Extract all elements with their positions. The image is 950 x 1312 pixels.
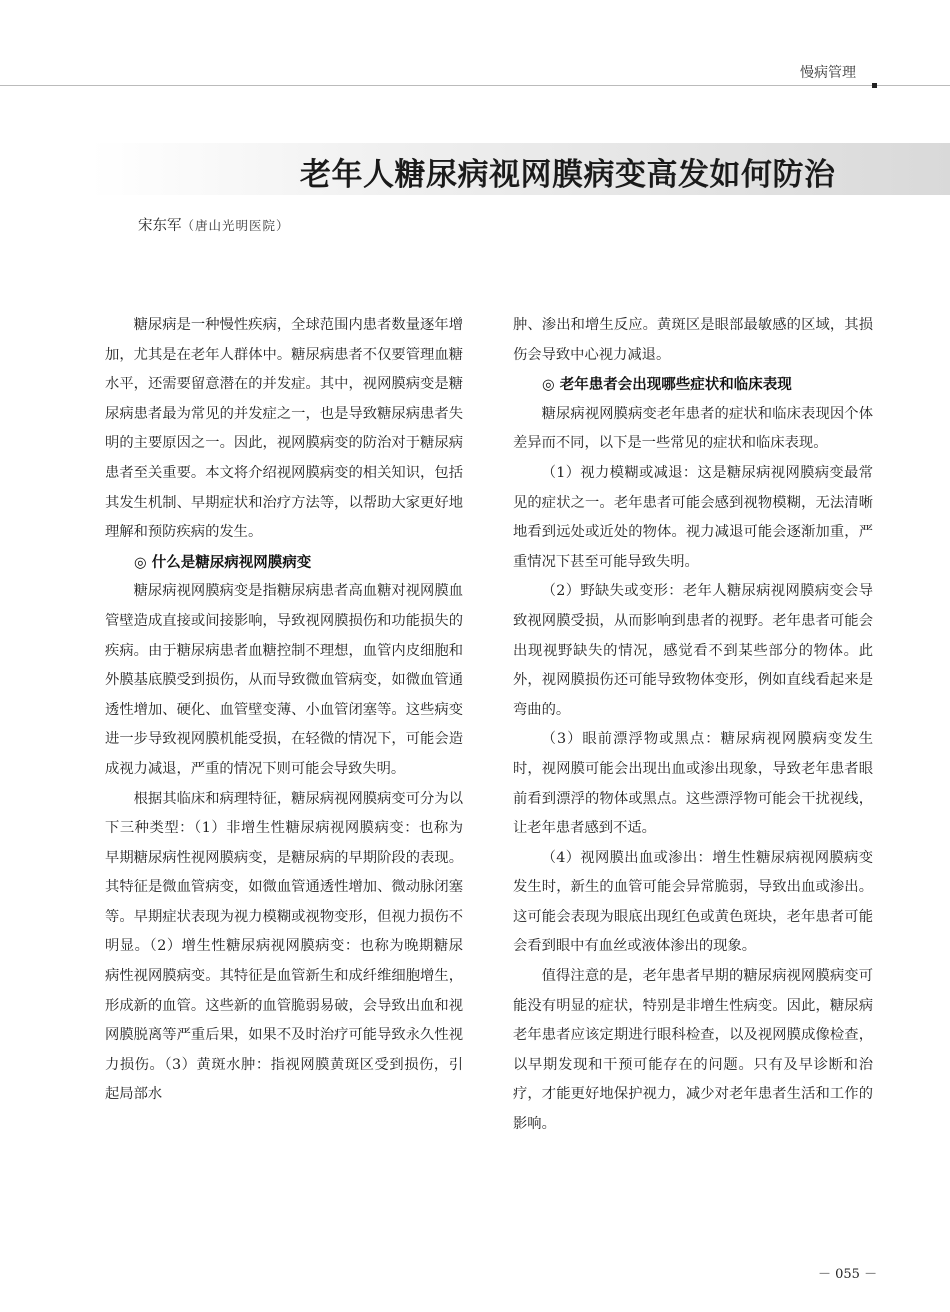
article-title: 老年人糖尿病视网膜病变高发如何防治 <box>300 157 836 193</box>
right-column <box>513 311 873 1140</box>
symptom-3-paragraph: （3）眼前漂浮物或黑点：糖尿病视网膜病变发生时，视网膜可能会出现出血或渗出现象，导致老年患者眼前看到漂浮的物体或黑点。这些漂浮物可能会干扰视线，让老年患者感到不适。 <box>513 731 873 837</box>
author-affiliation: （唐山光明医院） <box>181 218 290 233</box>
symptom-2-paragraph: （2）野缺失或变形：老年人糖尿病视网膜病变会导致视网膜受损，从而影响到患者的视野。老年患者可能会出现视野缺失的情况，感觉看不到某些部分的物体。此外，视网膜损伤还可能导致物体变形，例如直线看起来是弯曲的。 <box>513 583 873 718</box>
section-heading-definition: ◎ 什么是糖尿病视网膜病变 <box>134 553 312 571</box>
symptoms-intro-paragraph: 糖尿病视网膜病变老年患者的症状和临床表现因个体差异而不同，以下是一些常见的症状和临床表现。 <box>513 405 873 452</box>
author-name: 宋东军 <box>138 218 182 234</box>
definition-paragraph: 糖尿病视网膜病变是指糖尿病患者高血糖对视网膜血管壁造成直接或间接影响，导致视网膜损伤和功能损失的疾病。由于糖尿病患者血糖控制不理想，血管内皮细胞和外膜基底膜受到损伤，从而导致微血管病变，如微血管通透性增加、硬化、血管壁变薄、小血管闭塞等。这些病变进一步导致视网膜机能受损，在轻微的情况下，可能会造成视力减退，严重的情况下则可能会导致失明。 <box>105 583 463 777</box>
header-square-icon <box>872 83 877 88</box>
author-line <box>138 214 290 235</box>
section-label: 慢病管理 <box>800 65 856 81</box>
page-number: － 055 － <box>818 1267 878 1282</box>
continued-paragraph: 肿、渗出和增生反应。黄斑区是眼部最敏感的区域，其损伤会导致中心视力减退。 <box>513 317 873 363</box>
section-heading-symptoms: ◎ 老年患者会出现哪些症状和临床表现 <box>542 376 792 394</box>
intro-paragraph: 糖尿病是一种慢性疾病，全球范围内患者数量逐年增加，尤其是在老年人群体中。糖尿病患者不仅要管理血糖水平，还需要留意潜在的并发症。其中，视网膜病变是糖尿病患者最为常见的并发症之一，也是导致糖尿病患者失明的主要原因之一。因此，视网膜病变的防治对于糖尿病患者至关重要。本文将介绍视网膜病变的相关知识，包括其发生机制、早期症状和治疗方法等，以帮助大家更好地理解和预防疾病的发生。 <box>105 317 463 541</box>
types-paragraph: 根据其临床和病理特征，糖尿病视网膜病变可分为以下三种类型：（1）非增生性糖尿病视网膜病变：也称为早期糖尿病性视网膜病变，是糖尿病的早期阶段的表现。其特征是微血管病变，如微血管通透性增加、微动脉闭塞等。早期症状表现为视力模糊或视物变形，但视力损伤不明显。（2）增生性糖尿病视网膜病变：也称为晚期糖尿病性视网膜病变。其特征是血管新生和成纤维细胞增生，形成新的血管。这些新的血管脆弱易破，会导致出血和视网膜脱离等严重后果，如果不及时治疗可能导致永久性视力损伤。（3）黄斑水肿：指视网膜黄斑区受到损伤，引起局部水 <box>105 790 463 1103</box>
symptom-1-paragraph: （1）视力模糊或减退：这是糖尿病视网膜病变最常见的症状之一。老年患者可能会感到视物模糊，无法清晰地看到远处或近处的物体。视力减退可能会逐渐加重，严重情况下甚至可能导致失明。 <box>513 464 873 570</box>
header-rule <box>0 85 950 86</box>
conclusion-paragraph: 值得注意的是，老年患者早期的糖尿病视网膜病变可能没有明显的症状，特别是非增生性病变。因此，糖尿病老年患者应该定期进行眼科检查，以及视网膜成像检查，以早期发现和干预可能存在的问题。只有及早诊断和治疗，才能更好地保护视力，减少对老年患者生活和工作的影响。 <box>513 968 873 1133</box>
symptom-4-paragraph: （4）视网膜出血或渗出：增生性糖尿病视网膜病变发生时，新生的血管可能会异常脆弱，导致出血或渗出。这可能会表现为眼底出现红色或黄色斑块，老年患者可能会看到眼中有血丝或液体渗出的现象。 <box>513 849 873 955</box>
left-column <box>105 311 463 1110</box>
